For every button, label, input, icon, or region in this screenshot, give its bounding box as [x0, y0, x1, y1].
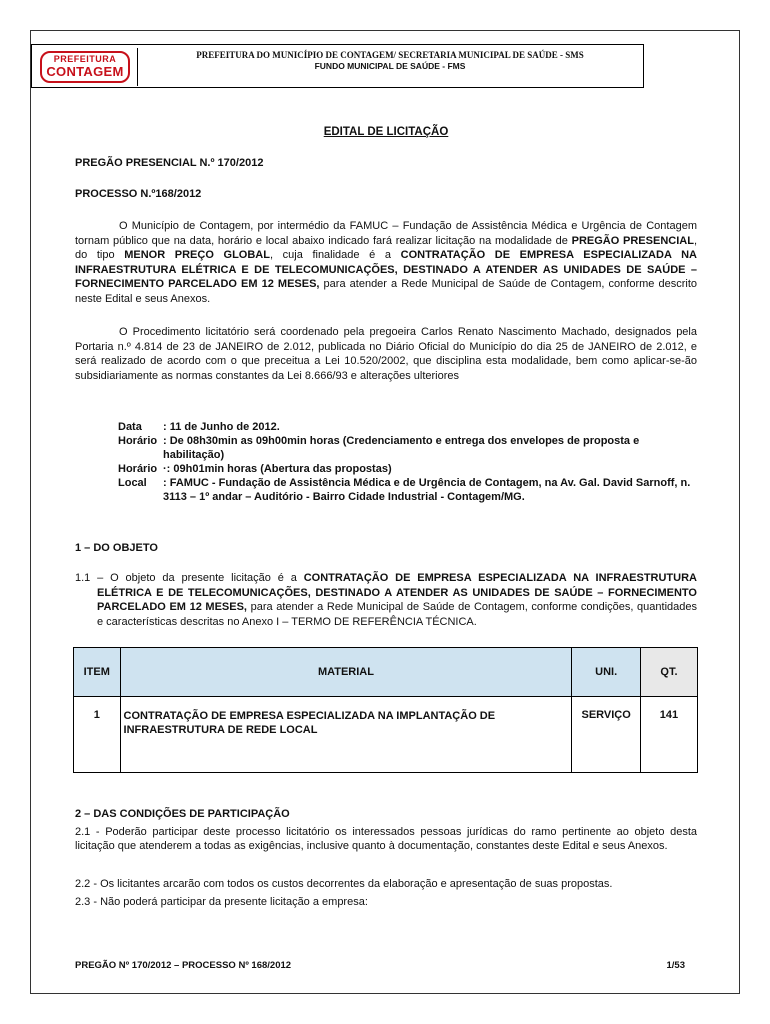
header-text [140, 50, 640, 72]
material-table [73, 647, 698, 773]
cell-item: 1 [74, 697, 121, 773]
header-box [31, 44, 644, 88]
page-footer [75, 960, 685, 971]
header-line-1: PREFEITURA DO MUNICÍPIO DE CONTAGEM/ SECRETARIA MUNICIPAL DE SAÚDE - SMS [196, 50, 584, 60]
info-block [118, 420, 698, 504]
info-key: Horário [118, 463, 158, 475]
info-key: Horário [118, 435, 158, 447]
item-2-2: 2.2 - Os licitantes arcarão com todos os custos decorrentes da elaboração e apresentação de suas propostas. [75, 878, 613, 890]
section-1-heading: 1 – DO OBJETO [75, 542, 158, 554]
section-2-heading: 2 – DAS CONDIÇÕES DE PARTICIPAÇÃO [75, 808, 290, 820]
col-header-item: ITEM [74, 648, 121, 697]
intro-paragraph-1: O Município de Contagem, por intermédio da FAMUC – Fundação de Assistência Médica e Urgência de Contagem tornam público que na data, horário e local abaixo indicado fará realizar licitação na modalidade de PREGÃO PRESENCIAL, do tipo MENOR PREÇO GLOBAL, cuja finalidade é a CONTRATAÇÃO DE EMPRESA ESPECIALIZADA NA INFRAESTRUTURA ELÉTRICA E DE TELECOMUNICAÇÕES, DESTINADO A ATENDER AS UNIDADES DE SAÚDE – FORNECIMENTO PARCELADO EM 12 MESES, para atender a Rede Municipal de Saúde de Contagem, conforme descrito neste Edital e seus Anexos. [75, 220, 697, 305]
processo-label: PROCESSO N.º168/2012 [75, 188, 202, 200]
cell-uni: SERVIÇO [572, 697, 641, 773]
item-2-3: 2.3 - Não poderá participar da presente licitação a empresa: [75, 896, 368, 908]
logo-bottom-text: CONTAGEM [46, 64, 124, 79]
pregao-label: PREGÃO PRESENCIAL N.º 170/2012 [75, 157, 264, 169]
info-value: : De 08h30min as 09h00min horas (Credenciamento e entrega dos envelopes de proposta e habilitação) [163, 435, 640, 461]
info-row [118, 434, 698, 462]
col-header-uni: UNI. [572, 648, 641, 697]
col-header-qt: QT. [640, 648, 697, 697]
info-row [118, 476, 698, 504]
prefeitura-logo [34, 48, 138, 86]
info-key: Data [118, 421, 142, 433]
document-title: EDITAL DE LICITAÇÃO [323, 126, 449, 138]
header-line-2: FUNDO MUNICIPAL DE SAÚDE - FMS [314, 61, 466, 71]
info-key: Local [118, 477, 147, 489]
info-value: : 11 de Junho de 2012. [163, 421, 280, 433]
cell-material: CONTRATAÇÃO DE EMPRESA ESPECIALIZADA NA IMPLANTAÇÃO DE INFRAESTRUTURA DE REDE LOCAL [120, 697, 572, 773]
info-value: ·: 09h01min horas (Abertura das propostas) [163, 463, 392, 475]
intro-paragraph-2: O Procedimento licitatório será coordenado pela pregoeira Carlos Renato Nascimento Machado, designados pela Portaria n.º 4.814 de 23 de JANEIRO de 2.012, publicada no Diário Oficial do Município do dia 25 de JANEIRO de 2.012, e será realizado de acordo com o que preceitua a Lei 10.520/2002, que disciplina esta modalidade, bem como aplicar-se-ão subsidiariamente as normas constantes da Lei 8.666/93 e alterações ulteriores [75, 326, 697, 382]
logo-top-text: PREFEITURA [53, 54, 117, 64]
col-header-material: MATERIAL [120, 648, 572, 697]
table-header-row [74, 648, 698, 697]
table-row [74, 697, 698, 773]
footer-reference: PREGÃO Nº 170/2012 – PROCESSO Nº 168/2012 [75, 960, 292, 971]
info-row [118, 462, 698, 476]
cell-qt: 141 [640, 697, 697, 773]
item-2-1: 2.1 - Poderão participar deste processo licitatório os interessados pessoas jurídicas do ramo pertinente ao objeto desta licitação que atenderem a todas as exigências, inclusive quanto à documentação, constantes deste Edital e seus Anexos. [75, 826, 697, 853]
item-1-1: 1.1 – O objeto da presente licitação é a CONTRATAÇÃO DE EMPRESA ESPECIALIZADA NA INFRAESTRUTURA ELÉTRICA E DE TELECOMUNICAÇÕES, DESTINADO A ATENDER AS UNIDADES DE SAÚDE – FORNECIMENTO PARCELADO EM 12 MESES, para atender a Rede Municipal de Saúde de Contagem, conforme condições, quantidades e características descritas no Anexo I – TERMO DE REFERÊNCIA TÉCNICA. [75, 572, 697, 628]
info-row [118, 420, 698, 434]
page-header [31, 44, 708, 88]
page-number: 1/53 [666, 960, 685, 971]
info-value: : FAMUC - Fundação de Assistência Médica e de Urgência de Contagem, na Av. Gal. David Sarnoff, n. 3113 – 1º andar – Auditório - Bairro Cidade Industrial - Contagem/MG. [163, 477, 691, 503]
logo-badge [40, 51, 130, 83]
